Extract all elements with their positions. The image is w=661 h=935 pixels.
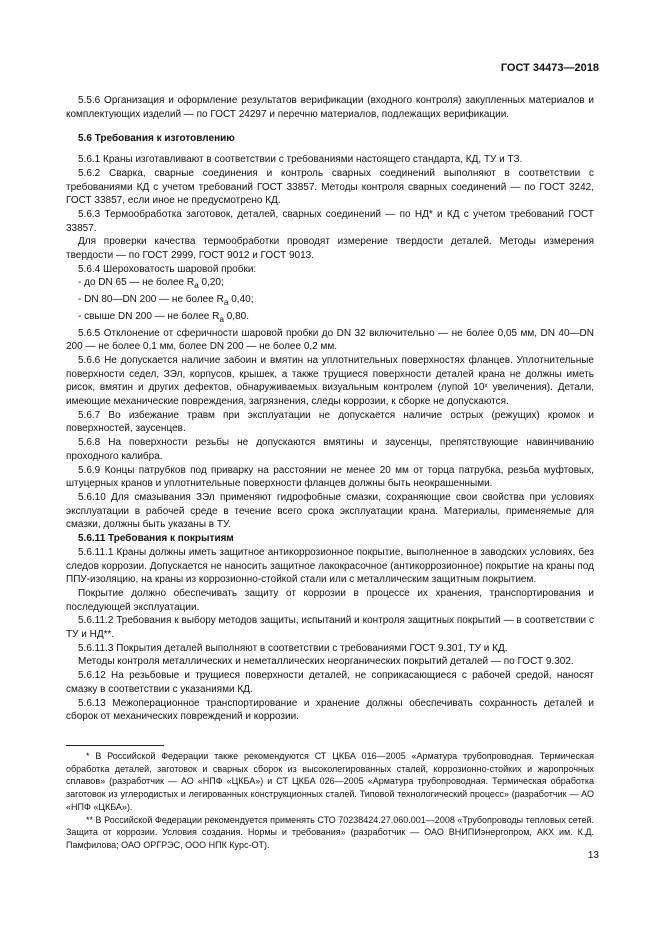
roughness-item-1 — [66, 276, 594, 293]
footnote-1: * В Российской Федерации также рекомендуются СТ ЦКБА 016—2005 «Арматура трубопроводная. Термическая обработка деталей, заготовок и сварных сборок из высоколегированных сталей, коррозионно-стойких и жаропрочных сплавов» (разработчик — АО «НПФ «ЦКБА») и СТ ЦКБА 026—2005 «Арматура трубопроводная. Термическая обработка заготовок из углеродистых и легированных конструкционных сталей. Типовой технологический процесс» (разработчик — АО «НПФ «ЦКБА»). — [66, 751, 594, 812]
document-body — [66, 94, 594, 724]
clause-5-6-1: 5.6.1 Краны изготавливают в соответствии с требованиями настоящего стандарта, КД, ТУ и ТЗ. — [78, 154, 523, 166]
clause-5-6-8: 5.6.8 На поверхности резьбы не допускаются вмятины и заусенцы, препятствующие навинчиванию проходного калибра. — [66, 437, 594, 462]
clause-5-6-10: 5.6.10 Для смазывания ЗЭл применяют гидрофобные смазки, сохраняющие свои свойства при условиях эксплуатации в рабочей среде в течение всего срока эксплуатации крана. Материалы, применяемые для смазки, должны быть указаны в ТУ. — [66, 491, 594, 531]
clause-5-6-11-3-methods: Методы контроля металлических и неметаллических неорганических покрытий деталей — по ГОСТ 9.302. — [78, 656, 574, 668]
roughness-item-1-value: 0,20; — [198, 277, 224, 289]
roughness-subscript: a — [223, 297, 229, 308]
standard-number: ГОСТ 34473—2018 — [500, 62, 599, 74]
footnote-divider — [66, 745, 164, 746]
clause-5-6-11-3: 5.6.11.3 Покрытия деталей выполняют в соответствии с требованиями ГОСТ 9.301, ТУ и КД. — [78, 642, 508, 654]
clause-5-6-11-1: 5.6.11.1 Краны должны иметь защитное антикоррозионное покрытие, выполненное в заводских условиях, без следов коррозии. Допускается не наносить защитное лакокрасочное (антикоррозионное) покрытие на краны под ППУ-изоляцию, на краны из коррозионно-стойкой стали или с металлическим защитным покрытием. — [66, 546, 594, 586]
roughness-item-3-value: 0,80. — [223, 310, 249, 322]
roughness-item-1-text: - до DN 65 — не более R — [78, 277, 195, 289]
clause-5-6-2: 5.6.2 Сварка, сварные соединения и контроль сварных соединений выполняют в соответствии с требованиями КД с учетом требований ГОСТ 33857. Методы контроля сварных соединений — по ГОСТ 3242, ГОСТ 33857, если иное не предусмотрено КД. — [66, 167, 594, 207]
roughness-item-3 — [66, 310, 594, 327]
roughness-subscript: a — [194, 280, 199, 291]
clause-5-6-7: 5.6.7 Во избежание травм при эксплуатации не допускается наличие острых (режущих) кромок и поверхностей, заусенцев. — [66, 409, 594, 435]
footnotes — [66, 750, 594, 852]
clause-5-6-6: 5.6.6 Не допускается наличие забоин и вмятин на уплотнительных поверхностях фланцев. Уплотнительные поверхности седел, ЗЭл, корпусов, крышек, а также трущиеся поверхности деталей крана не должны иметь рисок, вмятин и других дефектов, обнаруживаемых визуальным контролем (лупой 10ˣ увеличения). Детали, имеющие механические повреждения, загрязнения, следы коррозии, к сборке не допускаются. — [66, 354, 594, 408]
clause-5-6-3-hardness: Для проверки качества термообработки проводят измерение твердости деталей. Методы измерения твердости — по ГОСТ 2999, ГОСТ 9012 и ГОСТ 9013. — [66, 236, 594, 262]
clause-5-5-6: 5.5.6 Организация и оформление результатов верификации (входного контроля) закупленных материалов и комплектующих изделий — по ГОСТ 24297 и перечню материалов, подлежащих верификации. — [66, 95, 594, 120]
clause-5-6-9: 5.6.9 Концы патрубков под приварку на расстоянии не менее 20 мм от торца патрубка, резьба муфтовых, штуцерных кранов и уплотнительные поверхности фланцев должны быть неокрашенными. — [66, 464, 594, 490]
clause-5-6-13: 5.6.13 Межоперационное транспортирование и хранение должны обеспечивать сохранность деталей и сборок от механических повреждений и коррозии. — [66, 697, 594, 723]
roughness-item-2-value: 0,40; — [228, 294, 254, 306]
section-heading-5-6-11: 5.6.11 Требования к покрытиям — [78, 533, 234, 545]
clause-5-6-5: 5.6.5 Отклонение от сферичности шаровой пробки до DN 32 включительно — не более 0,05 мм, DN 40—DN 200 — не более 0,1 мм, более DN 200 — не более 0,2 мм. — [66, 327, 594, 353]
page-number: 13 — [587, 850, 599, 861]
footnote-2: ** В Российской Федерации рекомендуется применять СТО 70238424.27.060.001—2008 «Трубопроводы тепловых сетей. Защита от коррозии. Условия создания. Нормы и требования» (разработчик — ОАО ВНИПИэнергопром, АКХ им. К.Д. Памфилова; ОАО ОРГРЭС, ООО НПК Курс-ОТ). — [66, 814, 594, 850]
roughness-item-2 — [66, 293, 594, 310]
roughness-item-2-text: - DN 80—DN 200 — не более R — [78, 294, 224, 306]
clause-5-6-11-2: 5.6.11.2 Требования к выбору методов защиты, испытаний и контроля защитных покрытий — в соответствии с ТУ и НД**. — [66, 615, 594, 641]
roughness-item-3-text: - свыше DN 200 — не более R — [78, 310, 220, 322]
section-heading-5-6: 5.6 Требования к изготовлению — [78, 133, 235, 145]
clause-5-6-3: 5.6.3 Термообработка заготовок, деталей, сварных соединений — по НД* и КД с учетом требований ГОСТ 33857. — [66, 208, 594, 234]
clause-5-6-11-1-protection: Покрытие должно обеспечивать защиту от коррозии в процессе их хранения, транспортирования и последующей эксплуатации. — [66, 587, 594, 613]
roughness-subscript: a — [219, 313, 224, 324]
clause-5-6-4: 5.6.4 Шероховатость шаровой пробки: — [78, 263, 257, 275]
clause-5-6-12: 5.6.12 На резьбовые и трущиеся поверхности деталей, не соприкасающиеся с рабочей средой, наносят смазку в соответствии с указаниями КД. — [66, 670, 594, 695]
